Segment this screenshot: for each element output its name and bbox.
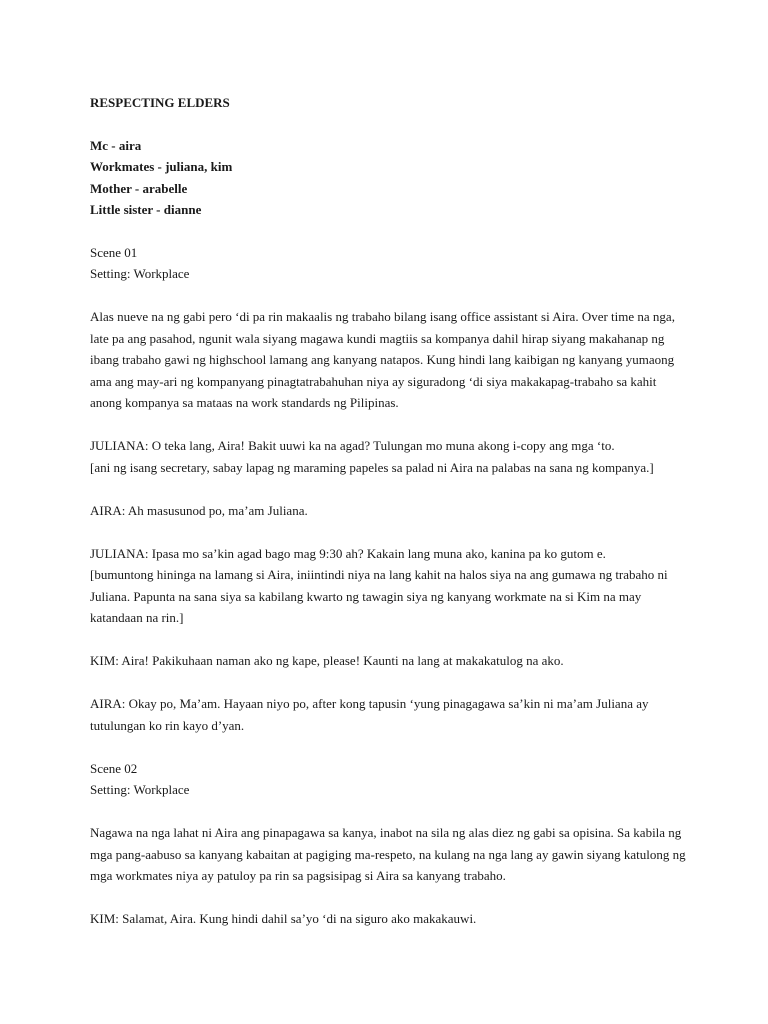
dialogue-line: JULIANA: O teka lang, Aira! Bakit uuwi ka na agad? Tulungan mo muna akong i-copy ang mga ‘to. <box>90 438 615 453</box>
dialogue-line: JULIANA: Ipasa mo sa’kin agad bago mag 9:30 ah? Kakain lang muna ako, kanina pa ko gutom e. <box>90 545 606 561</box>
scene-heading: Scene 01 <box>90 244 138 260</box>
cast-item: Mc - aira <box>90 137 142 153</box>
dialogue-juliana-2 <box>90 543 690 629</box>
dialogue-aira-1: AIRA: Ah masusunod po, ma’am Juliana. <box>90 502 308 518</box>
scene-2-narration: Nagawa na nga lahat ni Aira ang pinapagawa sa kanya, inabot na sila ng alas diez ng gabi sa opisina. Sa kabila ng mga pang-aabuso sa kanyang kabaitan at pagiging ma-respeto, na kulang na nga lang ay gawin siyang katulong ng mga workmates niya ay patuloy pa rin sa pagsisipag si Aira sa kanyang trabaho. <box>90 825 686 883</box>
cast-item: Little sister - dianne <box>90 202 202 217</box>
cast-item: Workmates - juliana, kim <box>90 159 233 174</box>
dialogue-kim-2: KIM: Salamat, Aira. Kung hindi dahil sa’yo ‘di na siguro ako makakauwi. <box>90 911 477 926</box>
scene-1-narration: Alas nueve na ng gabi pero ‘di pa rin makaalis ng trabaho bilang isang office assistant si Aira. Over time na nga, late pa ang pasahod, ngunit wala siyang magawa kundi magtiis sa kompanya dahil hirap siyang makahanap ng ibang trabaho gawi ng highschool lamang ang kanyang natapos. Kung hindi lang kaibigan ng kanyang yumaong ama ang may-ari ng kompanyang pinagtatrabahuhan niya ay siguradong ‘di siya makakapag-trabaho sa kahit anong kompanya sa mataas na work standards ng Pilipinas. <box>90 309 675 410</box>
stage-direction: [ani ng isang secretary, sabay lapag ng maraming papeles sa palad ni Aira na palabas na sana ng kompanya.] <box>90 459 654 475</box>
cast-list <box>90 135 690 221</box>
scene-setting: Setting: Workplace <box>90 266 190 281</box>
scene-1-header <box>90 242 690 285</box>
scene-heading: Scene 02 <box>90 760 138 776</box>
scene-2-header <box>90 758 690 801</box>
document-title: RESPECTING ELDERS <box>90 95 230 110</box>
dialogue-juliana-1 <box>90 435 690 478</box>
stage-direction: [bumuntong hininga na lamang si Aira, iniintindi niya na lang kahit na halos siya na ang gumawa ng trabaho ni Juliana. Papunta na sana siya sa kabilang kwarto ng tawagin siya ng kanyang workmate na si Kim na may katandaan na rin.] <box>90 567 668 625</box>
dialogue-aira-2: AIRA: Okay po, Ma’am. Hayaan niyo po, after kong tapusin ‘yung pinagagawa sa’kin ni ma’am Juliana ay tutulungan ko rin kayo d’yan. <box>90 696 649 733</box>
cast-item: Mother - arabelle <box>90 180 188 196</box>
dialogue-kim-1: KIM: Aira! Pakikuhaan naman ako ng kape, please! Kaunti na lang at makakatulog na ako. <box>90 653 564 668</box>
script-body <box>90 92 690 951</box>
scene-setting: Setting: Workplace <box>90 782 190 797</box>
